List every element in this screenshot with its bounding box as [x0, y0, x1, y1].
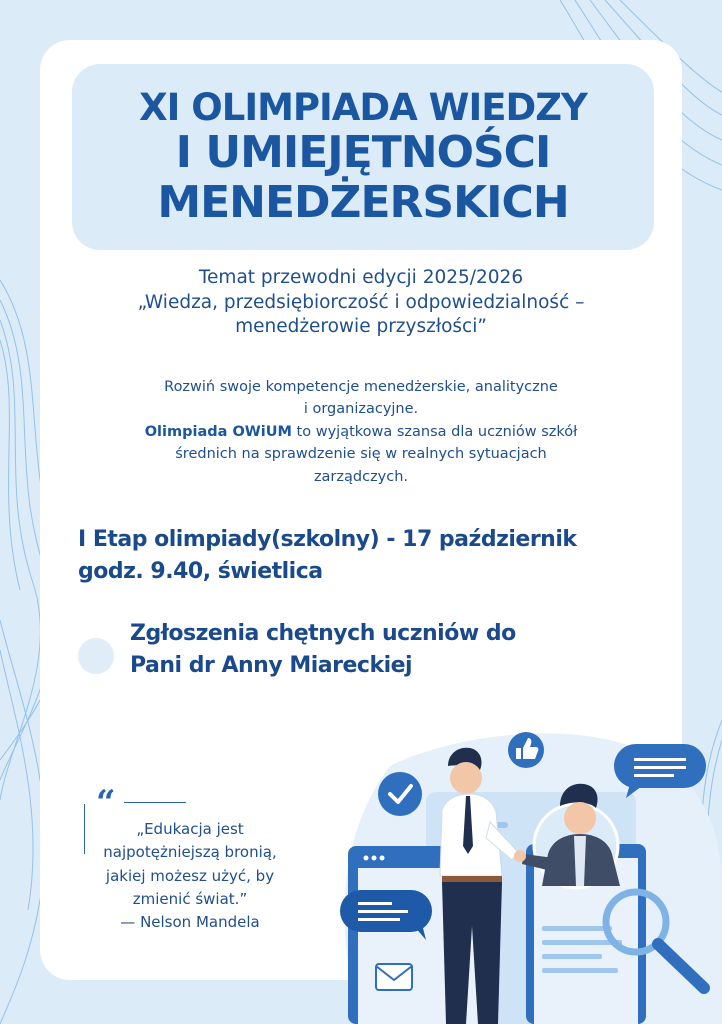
- stage-info: [78, 524, 678, 588]
- edition-theme: [50, 266, 672, 340]
- bullet-dot: [78, 638, 114, 674]
- quote-line-4: zmienić świat.”: [132, 889, 248, 908]
- stage-line-1: I Etap olimpiady(szkolny) - 17 październik: [78, 527, 577, 552]
- checkmark-icon: [378, 772, 422, 816]
- intro-line-3-rest: to wyjątkowa szansa dla uczniów szkół: [291, 423, 578, 440]
- application-info: [130, 618, 650, 682]
- quote-line-2: najpotężniejszą bronią,: [103, 843, 277, 862]
- quote-line-1: „Edukacja jest: [136, 820, 244, 838]
- title-line-3: MENEDŻERSKICH: [157, 176, 569, 228]
- title-banner: [72, 64, 654, 250]
- envelope-icon: [376, 964, 412, 990]
- olympiad-name: Olimpiada OWiUM: [144, 423, 292, 440]
- quote-text: [80, 818, 300, 934]
- intro-line-1: Rozwiń swoje kompetencje menedżerskie, analityczne: [164, 379, 558, 395]
- theme-line-1: Temat przewodni edycji 2025/2026: [198, 267, 524, 288]
- title-line-2: I UMIEJĘTNOŚCI: [175, 127, 551, 179]
- intro-paragraph: [80, 376, 642, 488]
- apply-line-1: Zgłoszenia chętnych uczniów do: [130, 621, 516, 646]
- intro-line-5: zarządczych.: [313, 468, 409, 485]
- intro-line-4: średnich na sprawdzenie się w realnych sytuacjach: [175, 446, 547, 463]
- stage-line-2: godz. 9.40, świetlica: [78, 558, 323, 584]
- theme-line-2: „Wiedza, przedsiębiorczość i odpowiedzialność –: [137, 291, 585, 313]
- apply-line-2: Pani dr Anny Miareckiej: [130, 652, 413, 678]
- intro-line-2: i organizacyjne.: [303, 401, 419, 418]
- handshake-illustration: [330, 726, 722, 1024]
- intro-line-3: [80, 421, 642, 443]
- theme-line-3: menedżerowie przyszłości”: [235, 316, 487, 338]
- thumbs-up-icon: [508, 732, 544, 768]
- quote-divider: [124, 802, 186, 803]
- quote-mark-icon: “: [96, 783, 116, 823]
- title-line-1: XI OLIMPIADA WIEDZY: [139, 86, 587, 130]
- quote-line-3: jakiej możesz użyć, by: [105, 866, 275, 885]
- quote-author: — Nelson Mandela: [120, 913, 260, 931]
